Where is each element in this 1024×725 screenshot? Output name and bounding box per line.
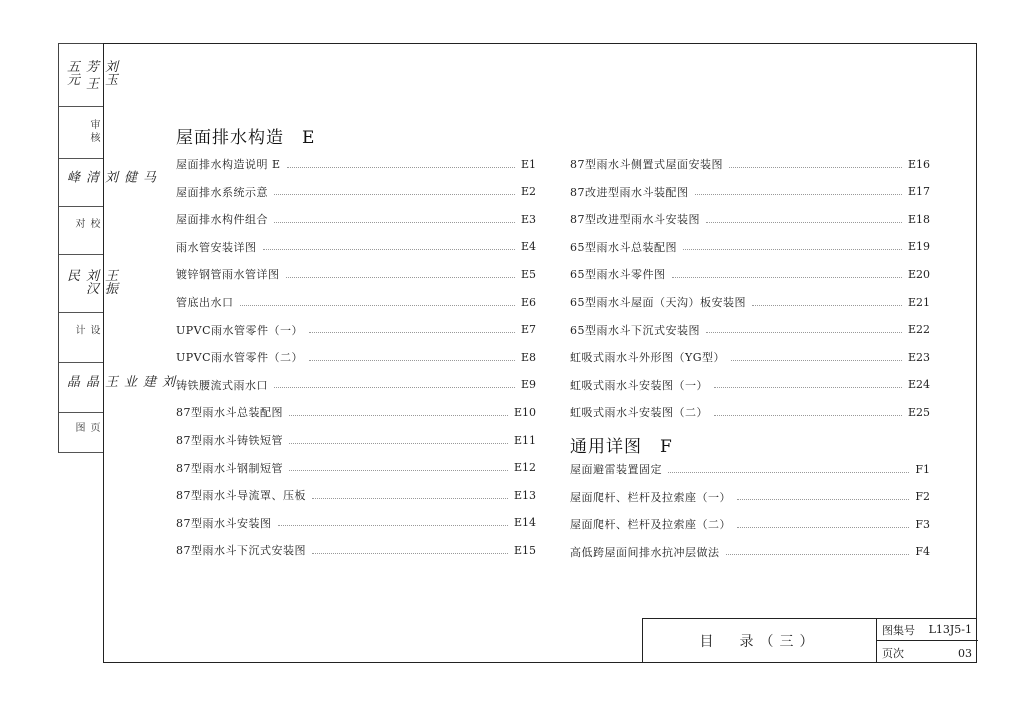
dot-leader bbox=[706, 222, 902, 223]
dot-leader bbox=[737, 499, 909, 500]
page-number-value: 03 bbox=[958, 646, 972, 660]
toc-entry-code: E9 bbox=[520, 378, 536, 392]
signature-strip-row bbox=[59, 106, 103, 159]
toc-entry-title: UPVC雨水管零件（二） bbox=[176, 351, 304, 365]
toc-entry-title: 屋面避雷装置固定 bbox=[570, 463, 662, 476]
signature-role-label: 页图 bbox=[73, 422, 99, 435]
toc-entry-title: 虹吸式雨水斗安装图（一） bbox=[570, 378, 708, 392]
toc-entry[interactable] bbox=[570, 459, 930, 479]
dot-leader bbox=[714, 415, 902, 416]
toc-entry-title: 87型雨水斗导流罩、压板 bbox=[176, 489, 306, 503]
toc-entry-title: 87型雨水斗总装配图 bbox=[176, 406, 283, 420]
dot-leader bbox=[309, 332, 515, 333]
dot-leader bbox=[289, 443, 508, 444]
page-number-label: 页次 bbox=[882, 647, 904, 660]
toc-entry-title: 屋面爬杆、栏杆及拉索座（二） bbox=[570, 518, 731, 532]
toc-entry-title: 镀锌钢管雨水管详图 bbox=[176, 268, 280, 282]
toc-entry[interactable] bbox=[176, 458, 536, 478]
toc-entry-code: E5 bbox=[520, 267, 536, 281]
dot-leader bbox=[737, 527, 909, 528]
dot-leader bbox=[683, 249, 902, 250]
toc-entry[interactable] bbox=[176, 375, 536, 395]
toc-entry-code: E16 bbox=[907, 157, 930, 171]
toc-entry-code: E4 bbox=[520, 240, 536, 254]
toc-entry-code: E1 bbox=[520, 157, 536, 171]
toc-entry[interactable] bbox=[570, 320, 930, 340]
signature-role-label: 审核 bbox=[88, 119, 99, 145]
dot-leader bbox=[752, 305, 902, 306]
dot-leader bbox=[289, 470, 508, 471]
dot-leader bbox=[240, 305, 515, 306]
toc-entry[interactable] bbox=[176, 347, 536, 367]
toc-entry[interactable] bbox=[570, 487, 930, 507]
toc-entry-title: 87型雨水斗下沉式安装图 bbox=[176, 544, 306, 558]
atlas-number-value: L13J5-1 bbox=[928, 623, 972, 636]
signature-strip bbox=[58, 43, 174, 453]
dot-leader bbox=[289, 415, 508, 416]
toc-entry[interactable] bbox=[570, 264, 930, 284]
toc-entry-code: E6 bbox=[520, 295, 536, 309]
toc-entry[interactable] bbox=[570, 542, 930, 562]
toc-entry-title: 虹吸式雨水斗安装图（二） bbox=[570, 406, 708, 420]
dot-leader bbox=[731, 360, 902, 361]
toc-entry[interactable] bbox=[176, 540, 536, 560]
signature-strip-row bbox=[59, 254, 117, 313]
toc-entry-code: F1 bbox=[915, 462, 930, 476]
toc-entry-code: F4 bbox=[915, 545, 930, 559]
toc-entry-code: E21 bbox=[907, 295, 930, 309]
toc-entry[interactable] bbox=[570, 182, 930, 202]
toc-entry-code: E10 bbox=[513, 405, 536, 419]
signature-role-label: 校对 bbox=[73, 218, 99, 231]
toc-entry[interactable] bbox=[176, 402, 536, 422]
toc-entry-code: E8 bbox=[520, 350, 536, 364]
signature-strip-row bbox=[59, 44, 117, 107]
signature-strip-row bbox=[59, 362, 174, 413]
dot-leader bbox=[668, 472, 909, 473]
toc-entry-title: 87型雨水斗侧置式屋面安装图 bbox=[570, 158, 723, 171]
toc-entry-code: E19 bbox=[907, 240, 930, 254]
title-block bbox=[642, 618, 977, 663]
toc-entry-title: 65型雨水斗下沉式安装图 bbox=[570, 323, 700, 337]
page-number-cell bbox=[877, 642, 978, 664]
toc-entry-code: E11 bbox=[513, 433, 536, 447]
toc-entry-title: 87型雨水斗安装图 bbox=[176, 516, 272, 530]
toc-entry-title: 65型雨水斗总装配图 bbox=[570, 240, 677, 254]
toc-entry-code: F3 bbox=[915, 517, 930, 531]
toc-entry-title: 87型雨水斗铸铁短管 bbox=[176, 434, 283, 447]
signature-strip-row bbox=[59, 412, 103, 453]
dot-leader bbox=[672, 277, 902, 278]
dot-leader bbox=[312, 553, 508, 554]
toc-entry-title: 屋面排水构件组合 bbox=[176, 213, 268, 227]
toc-entry-title: 雨水管安装详图 bbox=[176, 240, 257, 254]
dot-leader bbox=[274, 194, 515, 195]
dot-leader bbox=[714, 387, 902, 388]
toc-entry[interactable] bbox=[176, 182, 536, 202]
toc-entry[interactable] bbox=[176, 320, 536, 340]
dot-leader bbox=[312, 498, 508, 499]
dot-leader bbox=[274, 222, 515, 223]
toc-entry-title: 87型雨水斗钢制短管 bbox=[176, 461, 283, 475]
toc-entry[interactable] bbox=[176, 430, 536, 450]
toc-entry[interactable] bbox=[570, 514, 930, 534]
toc-entry-code: E13 bbox=[513, 488, 536, 502]
dot-leader bbox=[706, 332, 902, 333]
toc-entry[interactable] bbox=[176, 292, 536, 312]
toc-entry[interactable] bbox=[176, 154, 536, 174]
dot-leader bbox=[274, 387, 515, 388]
signature-strip-row bbox=[59, 158, 155, 207]
dot-leader bbox=[287, 167, 515, 168]
atlas-number-label: 图集号 bbox=[882, 623, 915, 637]
toc-entry-code: E20 bbox=[907, 267, 930, 281]
toc-entry-title: 65型雨水斗屋面（天沟）板安装图 bbox=[570, 296, 746, 309]
toc-entry-title: 屋面排水构造说明 E bbox=[176, 158, 281, 171]
toc-entry-title: 管底出水口 bbox=[176, 296, 234, 309]
handwritten-signature: 刘建业 王晶晶 bbox=[64, 374, 174, 388]
toc-entry-code: E14 bbox=[513, 516, 536, 530]
toc-entry-title: 屋面排水系统示意 bbox=[176, 185, 268, 199]
toc-entry-code: E7 bbox=[520, 323, 536, 337]
toc-entry-code: E22 bbox=[907, 323, 930, 337]
toc-entry-code: F2 bbox=[915, 490, 930, 504]
handwritten-signature: 马健 刘清峰 bbox=[64, 170, 155, 183]
dot-leader bbox=[729, 167, 902, 168]
toc-entry[interactable] bbox=[176, 513, 536, 533]
toc-entry[interactable] bbox=[570, 209, 930, 229]
section-e-title: 屋面排水构造 E bbox=[176, 128, 316, 148]
dot-leader bbox=[309, 360, 515, 361]
toc-entry-title: 高低跨屋面间排水抗冲层做法 bbox=[570, 545, 720, 559]
signature-strip-row bbox=[59, 312, 103, 363]
toc-entry-title: 铸铁腰流式雨水口 bbox=[176, 378, 268, 392]
handwritten-signature: 刘玉芳 王五元 bbox=[64, 59, 117, 90]
dot-leader bbox=[726, 554, 910, 555]
handwritten-signature: 王振 刘汉民 bbox=[64, 268, 117, 295]
toc-entry-code: E23 bbox=[907, 350, 930, 364]
toc-entry-title: 87改进型雨水斗装配图 bbox=[570, 185, 689, 199]
toc-entry-code: E12 bbox=[513, 461, 536, 475]
toc-entry[interactable] bbox=[570, 375, 930, 395]
toc-entry[interactable] bbox=[176, 485, 536, 505]
signature-role-label: 设计 bbox=[73, 324, 99, 338]
toc-entry-title: 87型改进型雨水斗安装图 bbox=[570, 213, 700, 227]
toc-entry-code: E3 bbox=[520, 212, 536, 226]
toc-entry[interactable] bbox=[176, 264, 536, 284]
toc-entry[interactable] bbox=[176, 209, 536, 229]
toc-entry-code: E18 bbox=[907, 212, 930, 226]
dot-leader bbox=[695, 194, 902, 195]
toc-entry-code: E17 bbox=[907, 185, 930, 199]
dot-leader bbox=[263, 249, 515, 250]
signature-strip-row bbox=[59, 206, 103, 255]
toc-entry[interactable] bbox=[570, 402, 930, 422]
toc-entry-code: E25 bbox=[907, 405, 930, 419]
toc-entry[interactable] bbox=[570, 237, 930, 257]
toc-entry-title: UPVC雨水管零件（一） bbox=[176, 323, 304, 337]
dot-leader bbox=[278, 525, 508, 526]
toc-entry-title: 屋面爬杆、栏杆及拉索座（一） bbox=[570, 490, 731, 504]
section-f-title: 通用详图 F bbox=[570, 437, 673, 457]
toc-entry-code: E15 bbox=[513, 543, 536, 557]
drawing-title: 目 录（三） bbox=[643, 619, 877, 663]
toc-entry-code: E2 bbox=[520, 185, 536, 199]
toc-entry-title: 65型雨水斗零件图 bbox=[570, 268, 666, 282]
atlas-number-cell bbox=[877, 619, 978, 641]
toc-entry[interactable] bbox=[176, 237, 536, 257]
toc-entry[interactable] bbox=[570, 292, 930, 312]
toc-entry-code: E24 bbox=[907, 378, 930, 392]
toc-entry[interactable] bbox=[570, 154, 930, 174]
dot-leader bbox=[286, 277, 515, 278]
toc-entry[interactable] bbox=[570, 347, 930, 367]
toc-entry-title: 虹吸式雨水斗外形图（YG型） bbox=[570, 351, 726, 365]
